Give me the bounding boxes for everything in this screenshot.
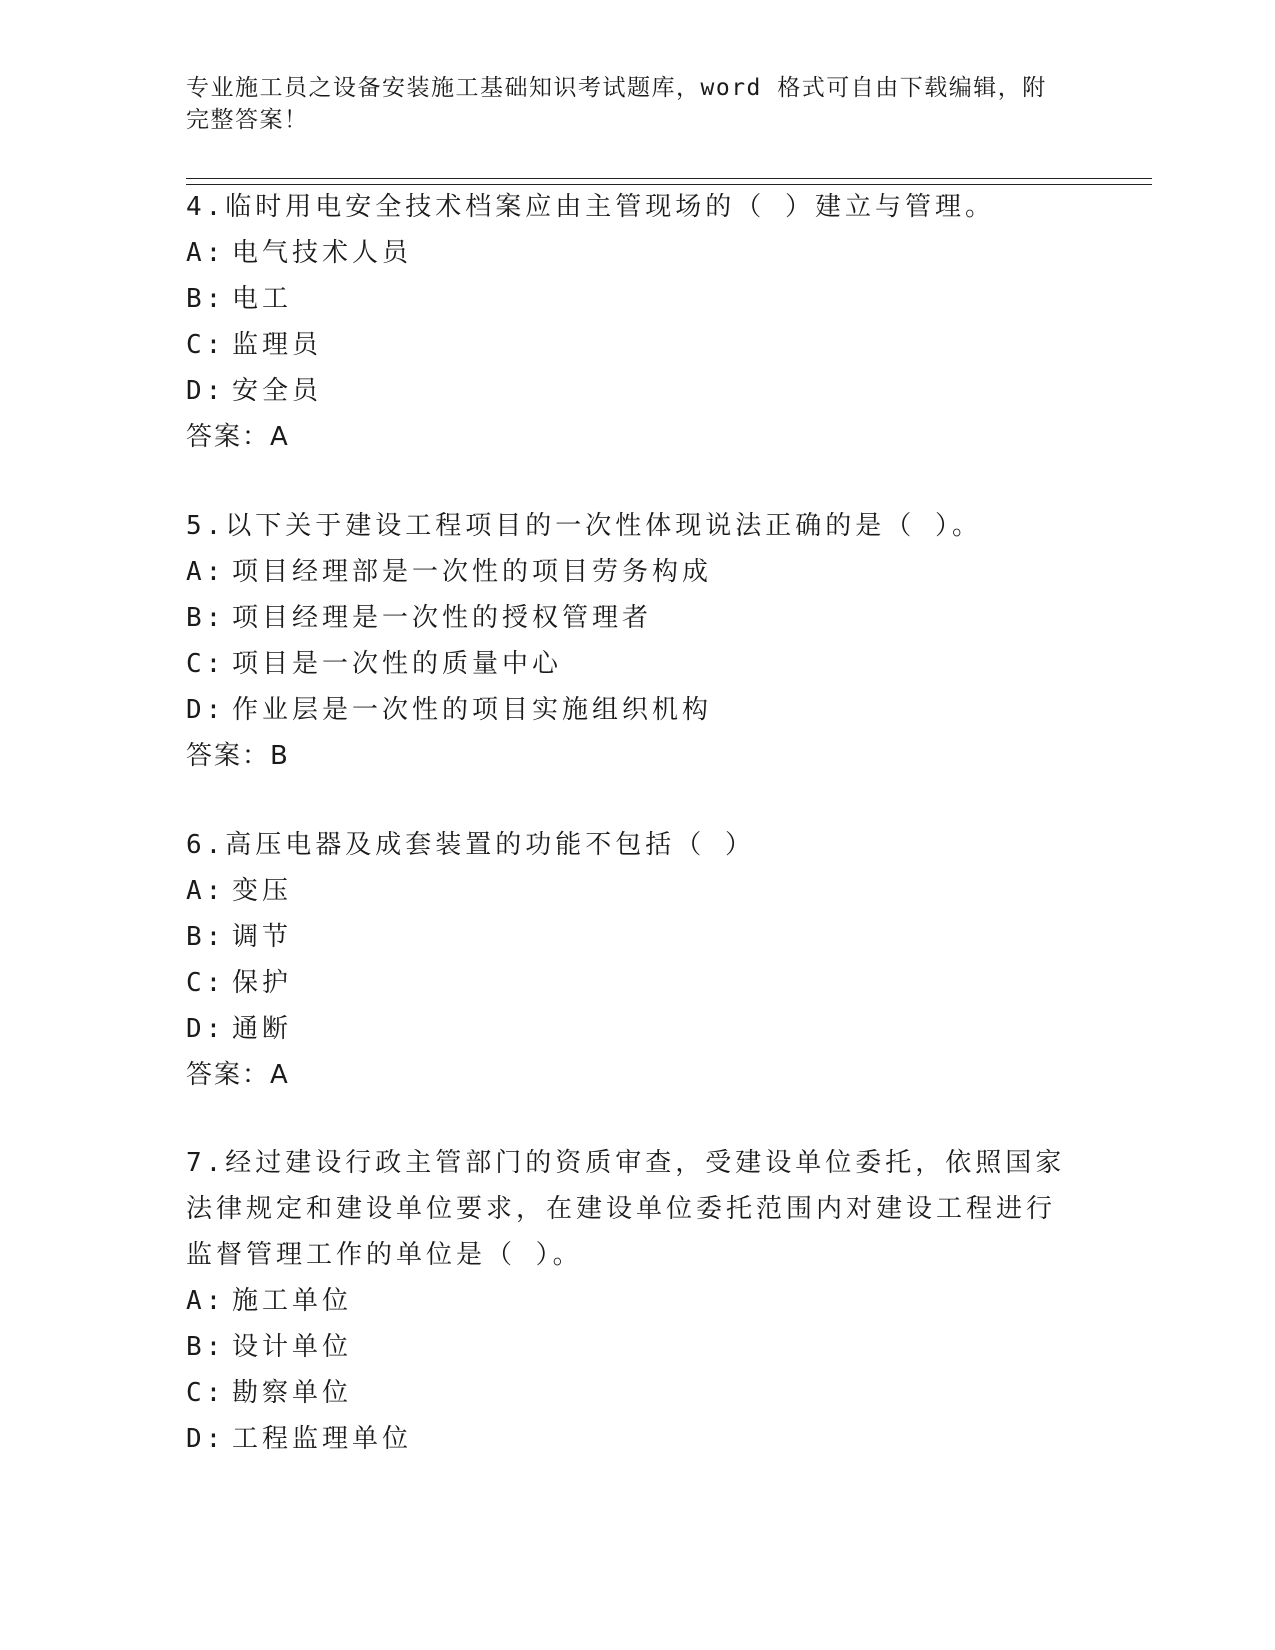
option-letter: A:: [186, 1286, 226, 1316]
option-letter: D:: [186, 695, 226, 725]
option-a: [186, 868, 1086, 914]
answer-label: 答案：B: [186, 741, 290, 771]
option-text: 通断: [232, 1014, 293, 1044]
option-text: 项目是一次性的质量中心: [232, 649, 563, 679]
option-text: 施工单位: [232, 1286, 353, 1316]
option-d: [186, 1416, 1086, 1462]
question-stem: 7.经过建设行政主管部门的资质审查，受建设单位委托，依照国家法律规定和建设单位要求，在建设单位委托范围内对建设工程进行监督管理工作的单位是（ ）。: [186, 1148, 1066, 1270]
option-letter: C:: [186, 968, 226, 998]
option-letter: D:: [186, 376, 226, 406]
question-5: [186, 503, 1086, 779]
option-text: 设计单位: [232, 1332, 353, 1362]
option-a: [186, 1278, 1086, 1324]
option-letter: B:: [186, 284, 226, 314]
option-d: [186, 368, 1086, 414]
option-text: 作业层是一次性的项目实施组织机构: [232, 695, 713, 725]
option-b: [186, 914, 1086, 960]
option-c: [186, 1370, 1086, 1416]
document-intro: 专业施工员之设备安装施工基础知识考试题库，word 格式可自由下载编辑，附完整答案！: [186, 75, 1047, 133]
option-text: 电工: [232, 284, 293, 314]
option-a: [186, 549, 1086, 595]
option-letter: C:: [186, 649, 226, 679]
question-4: [186, 184, 1086, 460]
question-stem: 5.以下关于建设工程项目的一次性体现说法正确的是（ ）。: [186, 511, 982, 541]
option-a: [186, 230, 1086, 276]
option-b: [186, 595, 1086, 641]
option-text: 项目经理部是一次性的项目劳务构成: [232, 557, 713, 587]
option-text: 调节: [232, 922, 293, 952]
question-6: [186, 822, 1086, 1098]
option-c: [186, 322, 1086, 368]
option-c: [186, 960, 1086, 1006]
option-c: [186, 641, 1086, 687]
option-d: [186, 687, 1086, 733]
option-letter: A:: [186, 557, 226, 587]
option-text: 变压: [232, 876, 293, 906]
option-letter: A:: [186, 876, 226, 906]
option-b: [186, 276, 1086, 322]
option-b: [186, 1324, 1086, 1370]
option-letter: C:: [186, 330, 226, 360]
option-text: 项目经理是一次性的授权管理者: [232, 603, 653, 633]
option-letter: B:: [186, 603, 226, 633]
header-divider-top: [186, 178, 1152, 179]
option-text: 勘察单位: [232, 1378, 353, 1408]
question-stem: 4.临时用电安全技术档案应由主管现场的（ ）建立与管理。: [186, 192, 995, 222]
option-letter: D:: [186, 1424, 226, 1454]
option-letter: B:: [186, 922, 226, 952]
option-text: 工程监理单位: [232, 1424, 413, 1454]
option-text: 电气技术人员: [232, 238, 413, 268]
option-d: [186, 1006, 1086, 1052]
answer-label: 答案：A: [186, 1060, 290, 1090]
option-letter: D:: [186, 1014, 226, 1044]
option-text: 保护: [232, 968, 293, 998]
option-letter: B:: [186, 1332, 226, 1362]
option-text: 监理员: [232, 330, 323, 360]
option-letter: A:: [186, 238, 226, 268]
option-text: 安全员: [232, 376, 323, 406]
question-7: [186, 1140, 1086, 1462]
question-stem: 6.高压电器及成套装置的功能不包括（ ）: [186, 830, 755, 860]
answer-label: 答案：A: [186, 422, 290, 452]
option-letter: C:: [186, 1378, 226, 1408]
